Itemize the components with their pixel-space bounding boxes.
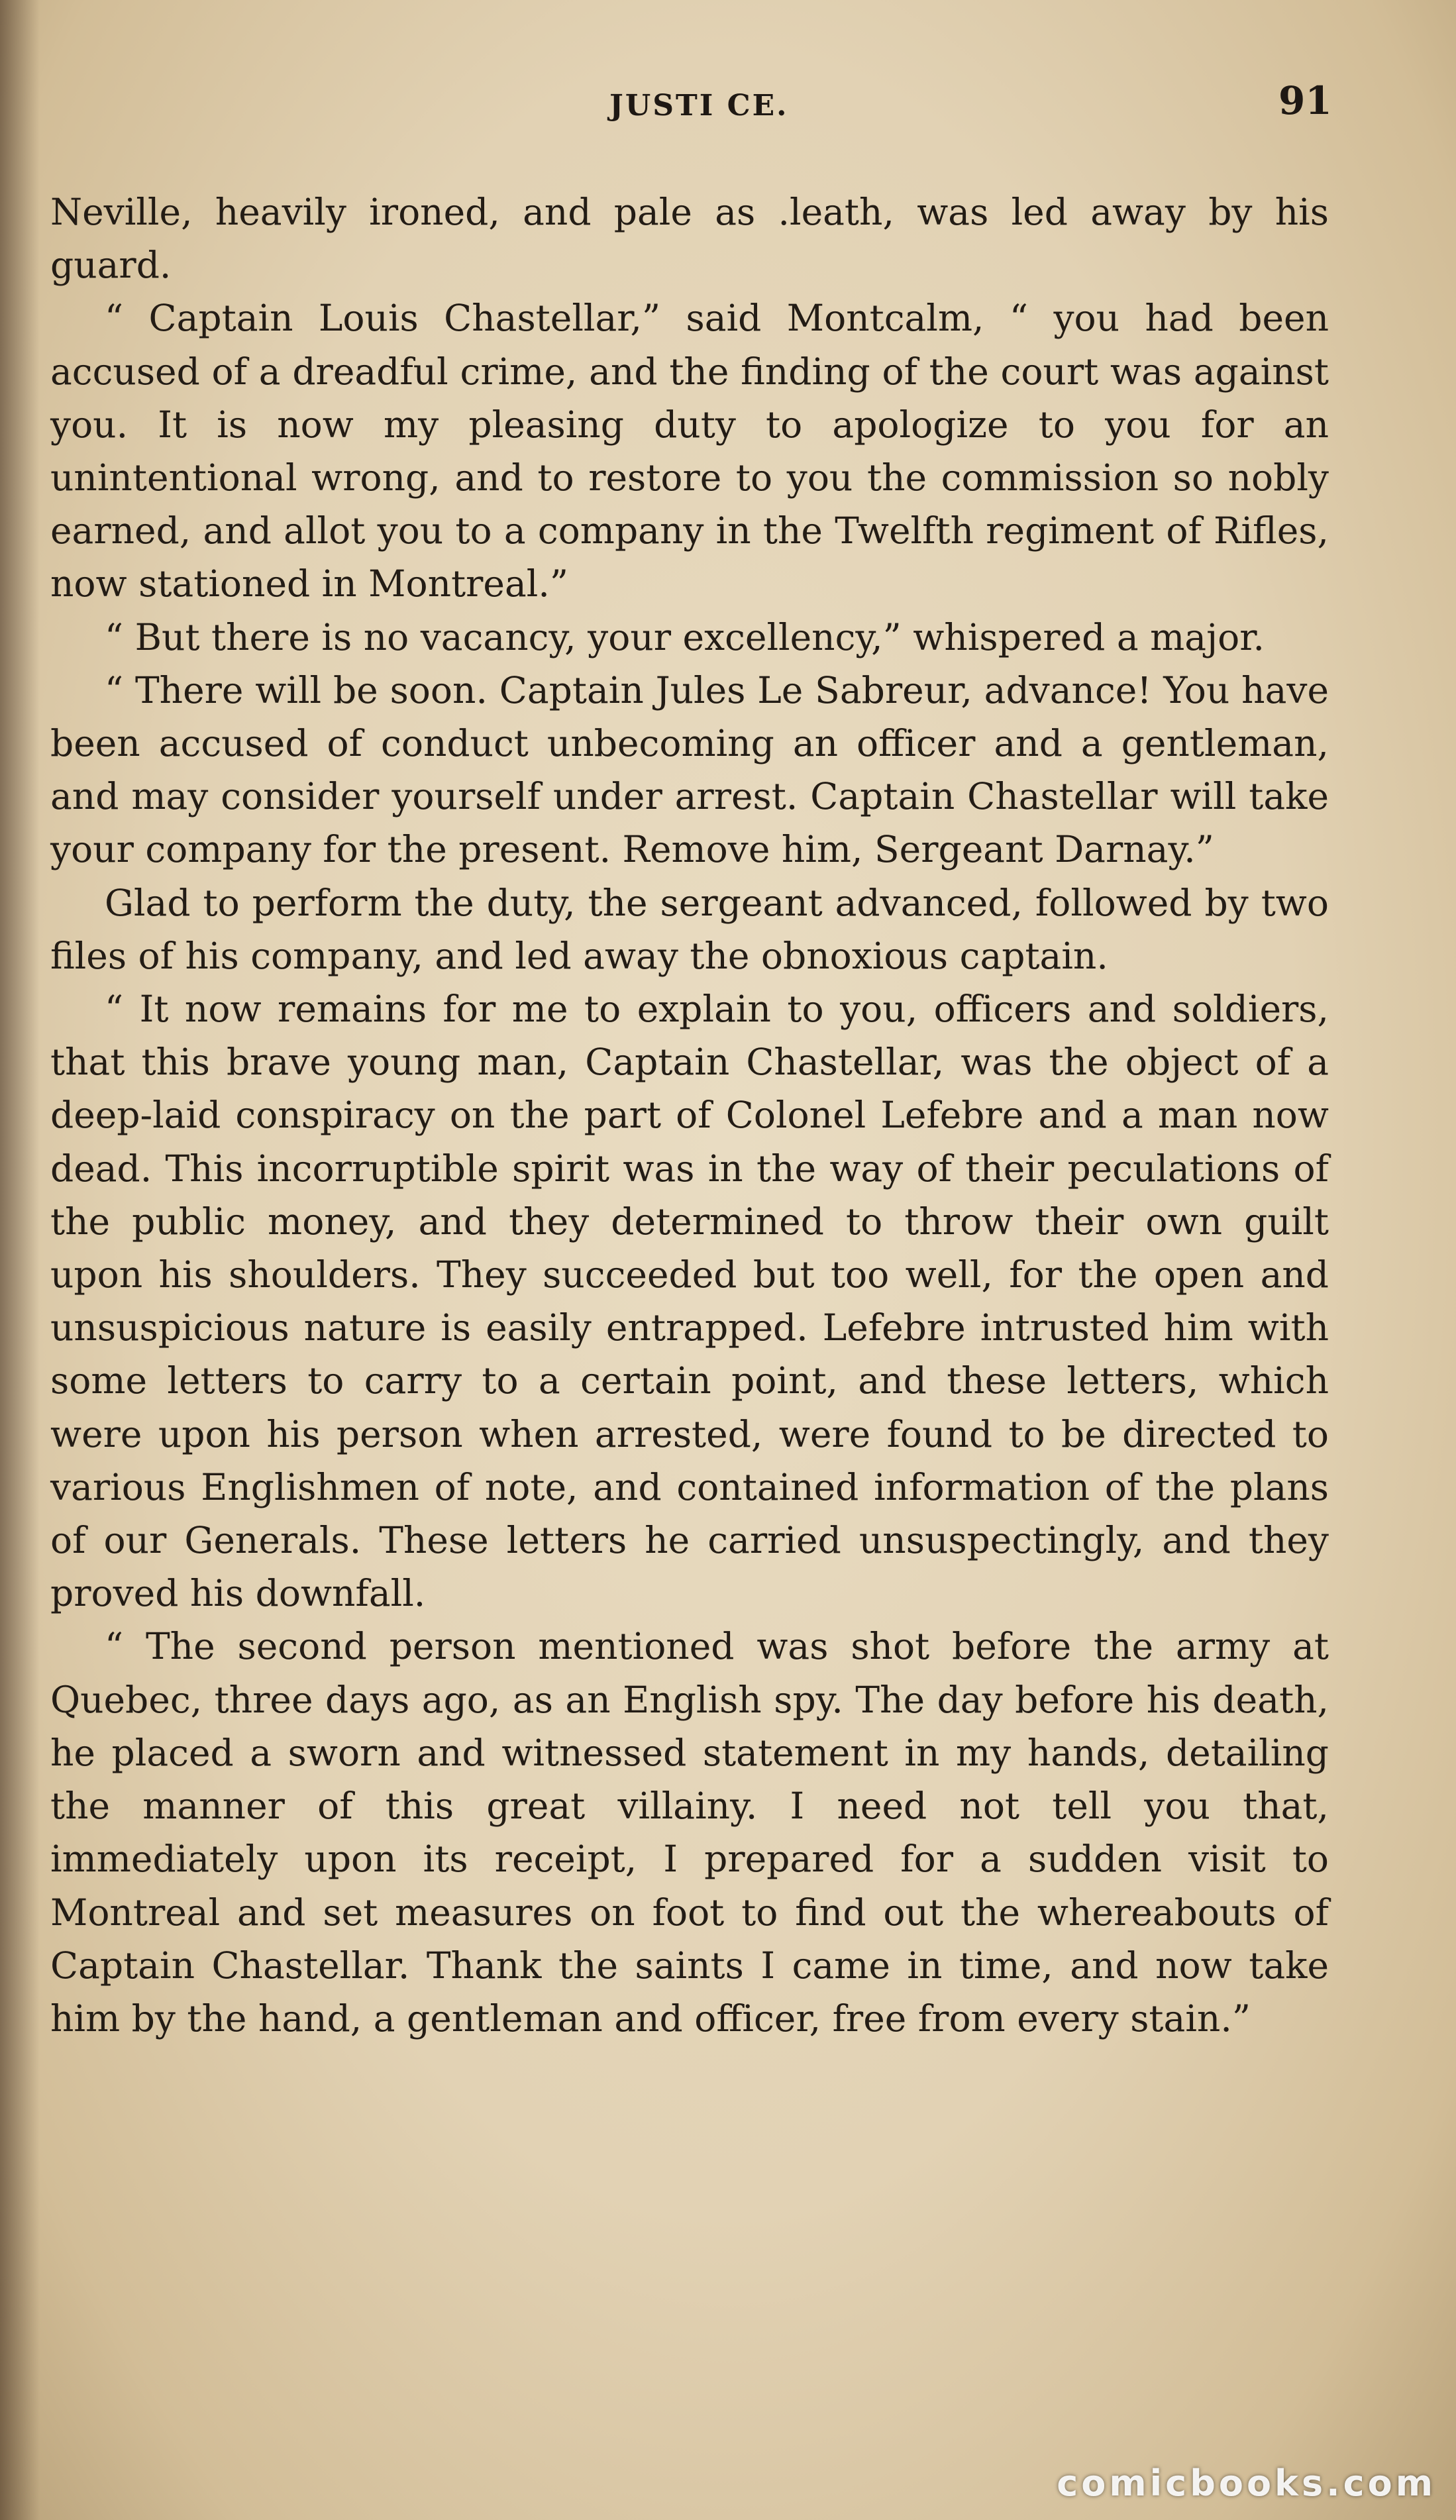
paragraph: “ There will be soon. Captain Jules Le Sabreur, advance! You have been accused of conduct unbecoming an officer and a gentleman, and may consider yourself under arrest. Captain Chastellar will take your company for the present. Remove him, Sergeant Darnay.” <box>50 668 1329 871</box>
page-number: 91 <box>1278 78 1332 123</box>
body-text <box>50 185 1329 2045</box>
page-gutter-shadow <box>0 0 40 2520</box>
watermark: comicbooks.com <box>1057 2462 1436 2504</box>
paragraph: “ The second person mentioned was shot before the army at Quebec, three days ago, as an English spy. The day before his death, he placed a sworn and witnessed statement in my hands, detailing the manner of this great villainy. I need not tell you that, immediately upon its receipt, I prepared for a sudden visit to Montreal and set measures on foot to find out the whereabouts of Captain Chastellar. Thank the saints I came in time, and now take him by the hand, a gentleman and officer, free from every stain.” <box>50 1625 1329 2040</box>
paragraph: Neville, heavily ironed, and pale as .leath, was led away by his guard. <box>50 191 1329 287</box>
paragraph: Glad to perform the duty, the sergeant advanced, followed by two files of his company, and led away the obnoxious captain. <box>50 881 1329 977</box>
page-header <box>0 73 1456 132</box>
paragraph: “ Captain Louis Chastellar,” said Montcalm, “ you had been accused of a dreadful crime, and the finding of the court was against you. It is now my pleasing duty to apologize to you for an unintentional wrong, and to restore to you the commission so nobly earned, and allot you to a company in the Twelfth regiment of Rifles, now stationed in Montreal.” <box>50 297 1329 605</box>
paragraph: “ But there is no vacancy, your excellency,” whispered a major. <box>105 615 1265 658</box>
paragraph: “ It now remains for me to explain to you, officers and soldiers, that this brave young man, Captain Chastellar, was the object of a deep-laid conspiracy on the part of Colonel Lefebre and a man now dead. This incorruptible spirit was in the way of their peculations of the public money, and they determined to throw their own guilt upon his shoulders. They succeeded but too well, for the open and unsuspicious nature is easily entrapped. Lefebre intrusted him with some letters to carry to a certain point, and these letters, which were upon his person when arrested, were found to be directed to various Englishmen of note, and contained information of the plans of our Generals. These letters he carried unsuspectingly, and they proved his downfall. <box>50 988 1329 1615</box>
running-head: JUSTI CE. <box>609 89 789 123</box>
